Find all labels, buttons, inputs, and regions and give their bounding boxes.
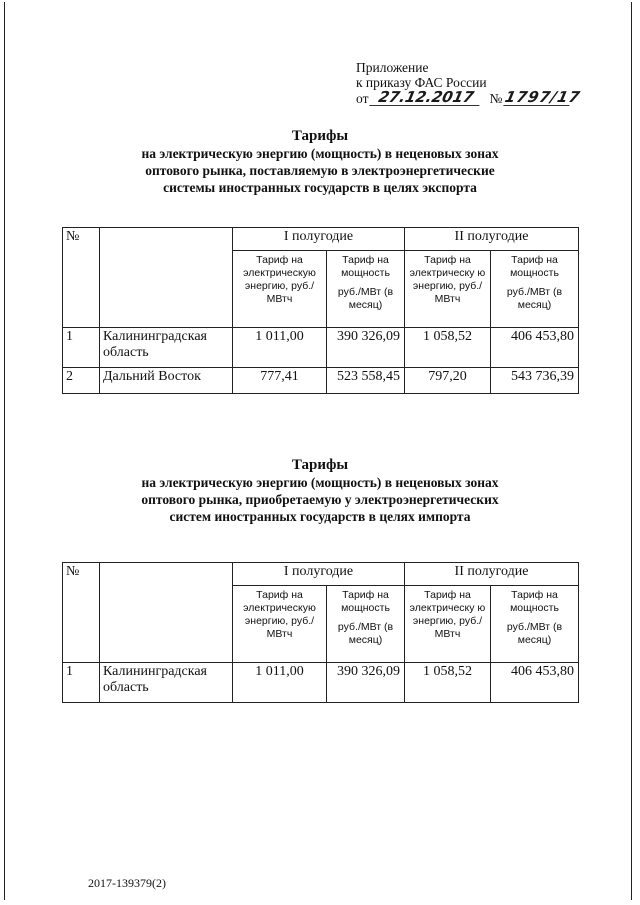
half1-header: I полугодие (233, 228, 405, 251)
row-number: 2 (63, 368, 100, 394)
table-row (63, 328, 579, 368)
appendix-block (356, 60, 606, 106)
export-title: Тарифы (291, 128, 349, 144)
appendix-line1: Приложение (356, 60, 429, 75)
import-tariff-table (62, 562, 579, 703)
sub-energy-h1: Тариф на электрическую энергию, руб./МВтч (233, 251, 327, 328)
import-subtitle-line: систем иностранных государств в целях импорта (169, 509, 471, 524)
export-subtitle-line: оптового рынка, поставляемую в электроэнергетические (145, 163, 495, 178)
row-power-h1: 523 558,45 (327, 368, 405, 394)
sub-power-unit: руб./МВт (в месяц) (337, 621, 394, 646)
import-title: Тарифы (291, 457, 349, 473)
row-region: Калининградская область (100, 663, 233, 703)
handwritten-number: 1797/17 (503, 88, 583, 106)
row-power-h1: 390 326,09 (327, 328, 405, 368)
sub-power-label: Тариф на мощность (341, 589, 390, 614)
sub-energy-h2: Тариф на электрическу ю энергию, руб./МВтч (405, 586, 491, 663)
row-energy-h2: 797,20 (405, 368, 491, 394)
col-region-header (100, 563, 233, 663)
sub-power-label: Тариф на мощность (341, 254, 390, 279)
appendix-line2: к приказу ФАС России (356, 75, 487, 90)
row-energy-h1: 777,41 (233, 368, 327, 394)
export-tariff-table (62, 227, 579, 394)
col-number-header: № (63, 563, 100, 663)
row-region: Дальний Восток (100, 368, 233, 394)
export-subtitle-line: на электрическую энергию (мощность) в неценовых зонах (141, 146, 499, 161)
sub-power-h1 (327, 251, 405, 328)
sub-power-h2 (491, 251, 579, 328)
sub-energy-h1: Тариф на электрическую энергию, руб./МВтч (233, 586, 327, 663)
number-prefix: № (489, 91, 503, 106)
export-subtitle-line: системы иностранных государств в целях экспорта (163, 180, 477, 195)
import-subtitle-line: на электрическую энергию (мощность) в неценовых зонах (141, 475, 499, 490)
table-row (63, 368, 579, 394)
row-region: Калининградская область (100, 328, 233, 368)
sub-energy-h2: Тариф на электрическу ю энергию, руб./МВтч (405, 251, 491, 328)
sub-power-unit: руб./МВт (в месяц) (506, 621, 563, 646)
row-number: 1 (63, 328, 100, 368)
sub-power-label: Тариф на мощность (510, 589, 559, 614)
row-energy-h1: 1 011,00 (233, 663, 327, 703)
half1-header: I полугодие (233, 563, 405, 586)
sub-power-label: Тариф на мощность (510, 254, 559, 279)
sub-power-h1 (327, 586, 405, 663)
import-subtitle-line: оптового рынка, приобретаемую у электроэнергетических (141, 492, 499, 507)
row-energy-h2: 1 058,52 (405, 663, 491, 703)
table-header-row (63, 228, 579, 251)
sub-power-unit: руб./МВт (в месяц) (506, 286, 563, 311)
export-heading (60, 128, 580, 196)
sub-power-unit: руб./МВт (в месяц) (337, 286, 394, 311)
row-number: 1 (63, 663, 100, 703)
half2-header: II полугодие (405, 563, 579, 586)
date-prefix: от (356, 91, 369, 106)
half2-header: II полугодие (405, 228, 579, 251)
row-energy-h1: 1 011,00 (233, 328, 327, 368)
row-power-h2: 406 453,80 (491, 328, 579, 368)
col-number-header: № (63, 228, 100, 328)
col-region-header (100, 228, 233, 328)
import-heading (60, 457, 580, 525)
table-row (63, 663, 579, 703)
sub-power-h2 (491, 586, 579, 663)
row-power-h2: 543 736,39 (491, 368, 579, 394)
appendix-date-number-row (356, 90, 606, 106)
handwritten-date: 27.12.2017 (370, 90, 483, 106)
table-header-row (63, 563, 579, 586)
row-power-h2: 406 453,80 (491, 663, 579, 703)
row-energy-h2: 1 058,52 (405, 328, 491, 368)
document-id-footer: 2017-139379(2) (88, 876, 166, 890)
row-power-h1: 390 326,09 (327, 663, 405, 703)
